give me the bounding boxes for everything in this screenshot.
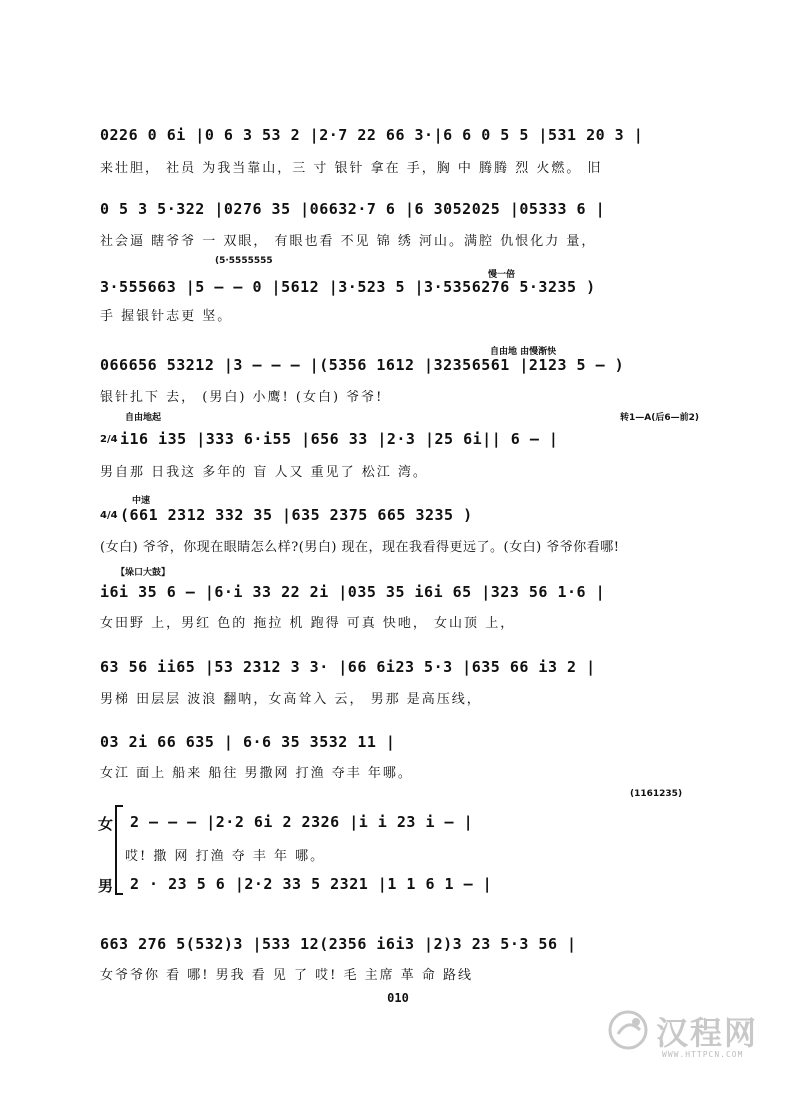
lyrics-line-5: 男自那 日我这 多年的 盲 人又 重见了 松江 湾。 — [100, 465, 428, 480]
time-signature: 4/4 — [100, 510, 118, 521]
lyrics-line-6: (女白) 爷爷，你现在眼睛怎么样?(男白) 现在，现在我看得更远了。(女白) 爷爷你看哪! — [100, 540, 620, 555]
prelude-annotation: (1161235) — [630, 789, 683, 799]
notation-line-10: 2 — — — |2·2 6i 2 2326 |i i 23 i — | — [130, 813, 474, 831]
notation-line-1: 0226 0 6i |0 6 3 53 2 |2·7 22 66 3·|6 6 0 5 5 |531 20 3 | — [100, 126, 644, 144]
lyrics-line-12: 女爷爷你 看 哪! 男我 看 见 了 哎! 毛 主席 革 命 路线 — [100, 968, 474, 983]
watermark-logo-icon — [600, 1000, 656, 1060]
prelude-annotation: (5·5555555 — [215, 256, 273, 266]
lyrics-line-10: 哎! 撒 网 打渔 夺 丰 年 哪。 — [125, 849, 326, 864]
voice-label-female: 女 — [98, 815, 114, 833]
watermark-text: 汉程网 — [656, 1014, 759, 1052]
transposition-marking: 转1—A(后6—前2) — [620, 413, 699, 423]
page-number: 010 — [387, 991, 409, 1005]
notation-line-5: i16 i35 |333 6·i55 |656 33 |2·3 |25 6i|| 6 — | — [120, 430, 559, 448]
lyrics-line-9: 女江 面上 船来 船往 男撒网 打渔 夺丰 年哪。 — [100, 766, 413, 781]
tempo-marking: 中速 — [132, 496, 151, 506]
lyrics-line-3: 手 握银针志更 坚。 — [100, 309, 233, 324]
notation-line-8: 63 56 ii65 |53 2312 3 3· |66 6i23 5·3 |635 66 i3 2 | — [100, 658, 596, 676]
lyrics-line-4: 银针扎下 去， (男白) 小鹰! (女白) 爷爷! — [100, 390, 384, 405]
watermark — [600, 1000, 780, 1080]
notation-line-9: 03 2i 66 635 | 6·6 35 3532 11 | — [100, 733, 396, 751]
notation-line-2: 0 5 3 5·322 |0276 35 |06632·7 6 |6 3052025 |05333 6 | — [100, 200, 606, 218]
tempo-marking: 自由地起 — [125, 413, 162, 423]
time-signature: 2/4 — [100, 434, 118, 445]
notation-line-11: 2 · 23 5 6 |2·2 33 5 2321 |1 1 6 1 — | — [130, 875, 493, 893]
lyrics-line-7: 女田野 上，男红 色的 拖拉 机 跑得 可真 快吔， 女山顶 上， — [100, 616, 516, 631]
section-label: 【垛口大鼓】 — [116, 568, 171, 578]
notation-line-6: (661 2312 332 35 |635 2375 665 3235 ) — [120, 506, 473, 524]
lyrics-line-8: 男梯 田层层 波浪 翻呐，女高耸入 云， 男那 是高压线， — [100, 692, 482, 707]
tempo-marking: 自由地 由慢渐快 — [490, 347, 557, 357]
notation-line-7: i6i 35 6 — |6·i 33 22 2i |035 35 i6i 65 |323 56 1·6 | — [100, 583, 606, 601]
lyrics-line-2: 社会逼 瞎爷爷 一 双眼， 有眼也看 不见 锦 绣 河山。满腔 仇恨化力 量， — [100, 234, 597, 249]
watermark-url: WWW.HTTPCN.COM — [662, 1050, 744, 1059]
notation-line-4: 066656 53212 |3 — — — |(5356 1612 |32356561 |2123 5 — ) — [100, 356, 625, 374]
tempo-marking: 慢一倍 — [488, 270, 516, 280]
voice-label-male: 男 — [98, 877, 114, 895]
lyrics-line-1: 来壮胆， 社员 为我当靠山，三 寸 银针 拿在 手，胸 中 腾腾 烈 火燃。 旧 — [100, 161, 603, 176]
notation-line-3: 3·555663 |5 — — 0 |5612 |3·523 5 |3·5356276 5·3235 ) — [100, 278, 596, 296]
notation-line-12: 663 276 5(532)3 |533 12(2356 i6i3 |2)3 23 5·3 56 | — [100, 935, 577, 953]
